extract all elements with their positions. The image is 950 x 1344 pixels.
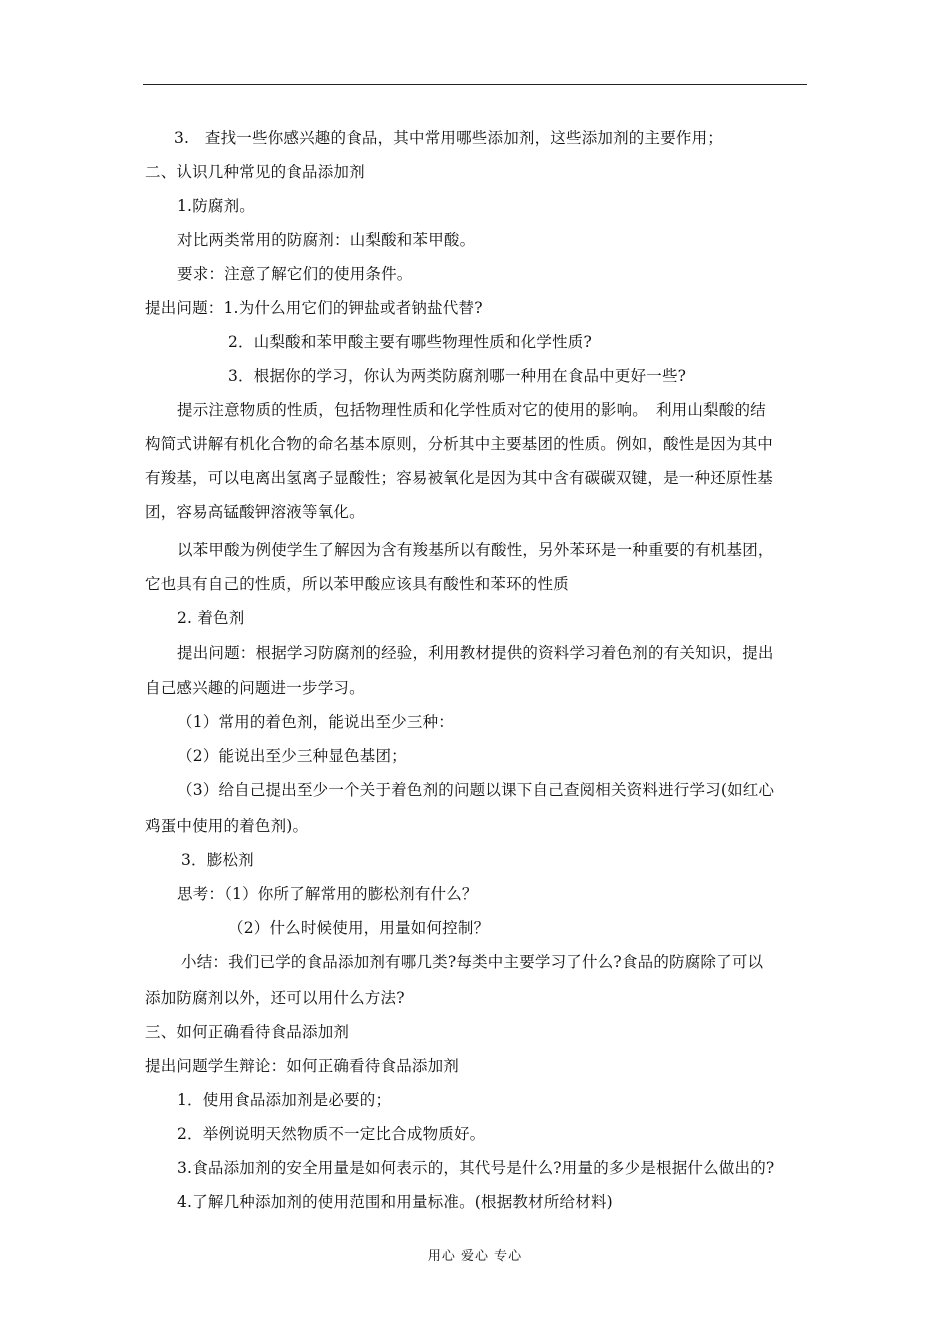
list-item: （2）能说出至少三种显色基团； <box>177 747 407 765</box>
paragraph-line: 小结：我们已学的食品添加剂有哪几类?每类中主要学习了什么?食品的防腐除了可以 <box>181 953 764 971</box>
list-item: 4.了解几种添加剂的使用范围和用量标准。(根据教材所给材料) <box>177 1193 613 1211</box>
paragraph-line: 添加防腐剂以外，还可以用什么方法? <box>145 989 405 1007</box>
text-line: 提出问题学生辩论：如何正确看待食品添加剂 <box>145 1057 460 1075</box>
text-line: （2）什么时候使用，用量如何控制？ <box>228 919 490 937</box>
text-line: 3．根据你的学习，你认为两类防腐剂哪一种用在食品中更好一些? <box>228 367 687 385</box>
text-line: 3. 查找一些你感兴趣的食品，其中常用哪些添加剂，这些添加剂的主要作用； <box>174 129 723 147</box>
list-item: 2．举例说明天然物质不一定比合成物质好。 <box>177 1125 486 1143</box>
subsection-heading: 1.防腐剂。 <box>177 197 255 215</box>
paragraph-line: 提出问题：根据学习防腐剂的经验，利用教材提供的资料学习着色剂的有关知识，提出 <box>177 644 774 662</box>
text-line: 2．山梨酸和苯甲酸主要有哪些物理性质和化学性质? <box>228 333 592 351</box>
paragraph-line: 它也具有自己的性质，所以苯甲酸应该具有酸性和苯环的性质 <box>145 575 569 593</box>
paragraph-line: 构简式讲解有机化合物的命名基本原则，分析其中主要基团的性质。例如，酸性是因为其中 <box>145 435 774 453</box>
list-item: （3）给自己提出至少一个关于着色剂的问题以课下自己查阅相关资料进行学习(如红心 <box>177 781 775 799</box>
paragraph-line: 自己感兴趣的问题进一步学习。 <box>145 679 365 697</box>
subsection-heading: 3．膨松剂 <box>181 851 254 869</box>
list-item: 3.食品添加剂的安全用量是如何表示的，其代号是什么?用量的多少是根据什么做出的? <box>177 1159 775 1177</box>
list-item: 鸡蛋中使用的着色剂)。 <box>145 817 309 835</box>
text-line: 思考：（1）你所了解常用的膨松剂有什么？ <box>177 885 478 903</box>
paragraph-line: 提示注意物质的性质，包括物理性质和化学性质对它的使用的影响。 利用山梨酸的结 <box>177 401 766 419</box>
text-line: 要求：注意了解它们的使用条件。 <box>177 265 413 283</box>
paragraph-line: 有羧基，可以电离出氢离子显酸性；容易被氧化是因为其中含有碳碳双键，是一种还原性基 <box>145 469 774 487</box>
text-line: 对比两类常用的防腐剂：山梨酸和苯甲酸。 <box>177 231 476 249</box>
list-item: （1）常用的着色剂，能说出至少三种： <box>177 713 454 731</box>
section-heading: 二、认识几种常见的食品添加剂 <box>145 163 365 181</box>
paragraph-line: 团，容易高锰酸钾溶液等氧化。 <box>145 503 365 521</box>
page-footer: 用心 爱心 专心 <box>427 1249 523 1264</box>
subsection-heading: 2. 着色剂 <box>177 609 245 627</box>
text-line: 提出问题：1.为什么用它们的钾盐或者钠盐代替? <box>145 299 483 317</box>
paragraph-line: 以苯甲酸为例使学生了解因为含有羧基所以有酸性，另外苯环是一种重要的有机基团， <box>177 541 774 559</box>
section-heading: 三、如何正确看待食品添加剂 <box>145 1023 350 1041</box>
list-item: 1．使用食品添加剂是必要的； <box>177 1091 392 1109</box>
